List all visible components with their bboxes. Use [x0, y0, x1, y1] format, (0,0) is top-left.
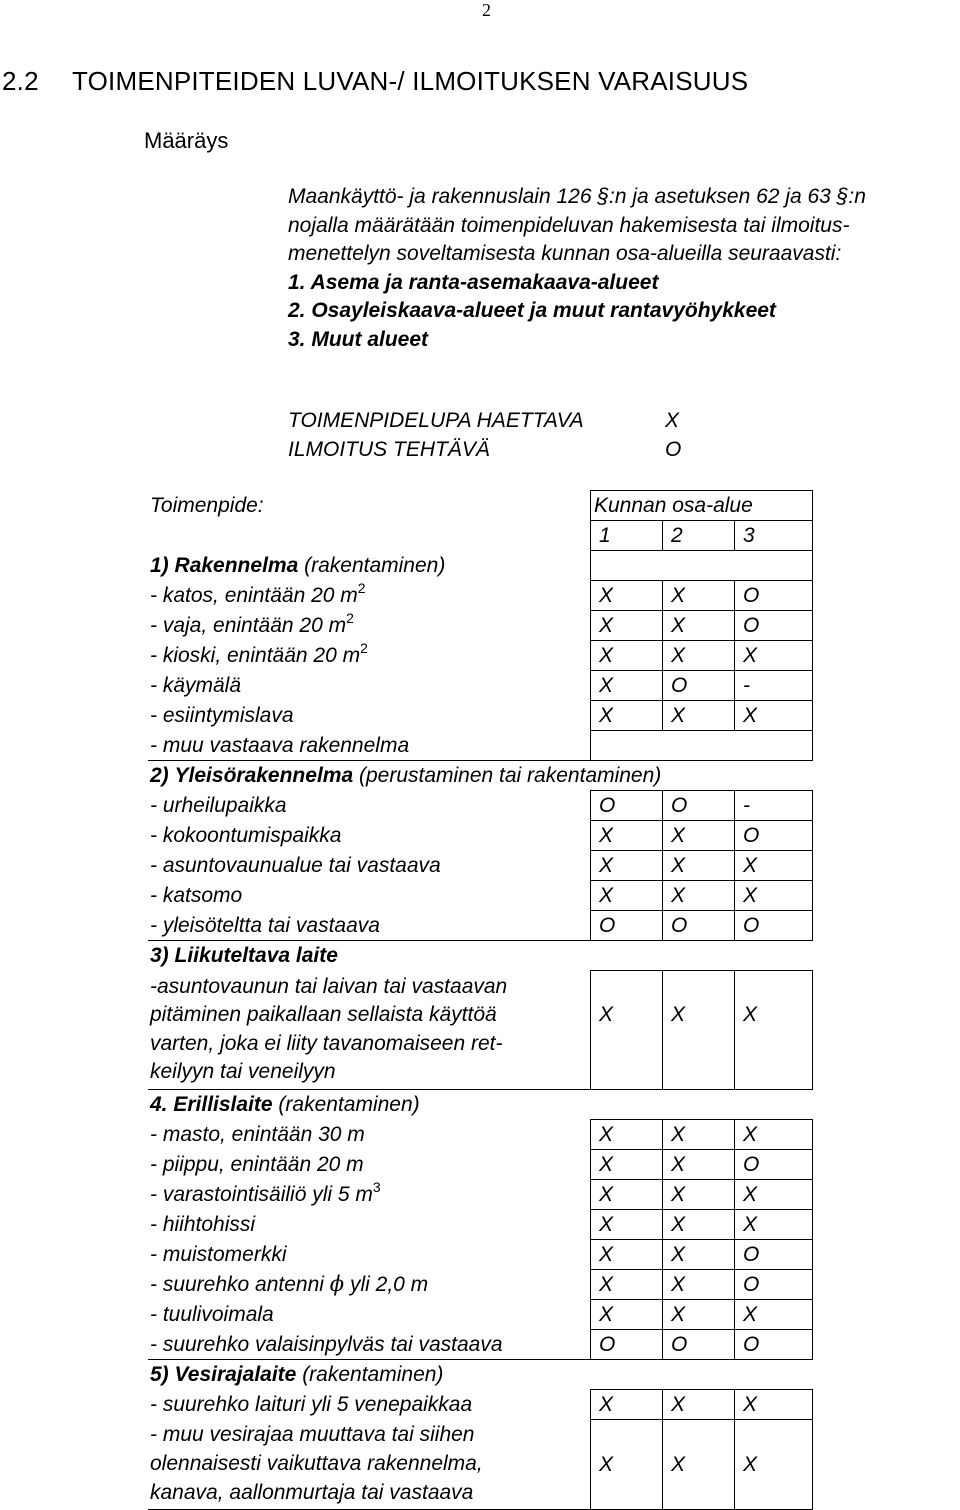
legend-row — [288, 406, 681, 435]
area-2-value: X — [663, 971, 735, 1090]
permit-table — [148, 490, 813, 1510]
area-3-value: O — [735, 821, 813, 851]
area-2-value: X — [663, 1419, 735, 1509]
row-label: - piippu, enintään 20 m — [150, 1152, 364, 1176]
category-name: Liikuteltava laite — [174, 944, 338, 967]
row-label: - tuulivoimala — [150, 1302, 274, 1326]
legend-label: ILMOITUS TEHTÄVÄ — [288, 438, 490, 461]
row-label: - katsomo — [150, 884, 243, 907]
category-num: 4. — [150, 1092, 168, 1116]
legend-row — [288, 435, 681, 464]
row-label: - suurehko laituri yli 5 venepaikkaa — [150, 1392, 473, 1416]
area-3-value: O — [735, 581, 813, 611]
table-row — [148, 881, 813, 911]
area-1-value: X — [591, 881, 663, 911]
area-3-value: X — [735, 641, 813, 671]
row-label: - muu vesirajaa muuttava tai siihen olennaisesti vaikuttava rakennelma, kanava, aallonmurtaja tai vastaava — [150, 1423, 483, 1504]
row-label: - muistomerkki — [150, 1242, 287, 1266]
row-label: - yleisöteltta tai vastaava — [150, 913, 380, 937]
area-item: 1. Asema ja ranta-asemakaava-alueet — [288, 270, 659, 294]
category-num: 2) — [150, 764, 169, 787]
legend — [288, 406, 681, 464]
table-row — [148, 1119, 813, 1149]
area-3-value: - — [735, 791, 813, 821]
area-1-value: X — [591, 1299, 663, 1329]
table-row — [148, 641, 813, 671]
table-row — [148, 791, 813, 821]
category-num: 5) — [150, 1362, 169, 1386]
area-3-value: X — [735, 701, 813, 731]
row-label: - masto, enintään 30 m — [150, 1122, 365, 1146]
area-3-value: X — [735, 1179, 813, 1209]
area-2-value: X — [663, 701, 735, 731]
area-2-value: X — [663, 1149, 735, 1179]
table-row — [148, 1329, 813, 1359]
area-number: 2 — [663, 521, 735, 551]
legend-symbol: O — [665, 438, 682, 461]
category-note: (perustaminen tai rakentaminen) — [358, 764, 662, 787]
row-label: - kioski, enintään 20 $m^2$ — [150, 640, 368, 667]
category-num: 1) — [150, 554, 169, 577]
row-label: - katos, enintään 20 $m^2$ — [150, 580, 366, 607]
area-3-value: - — [735, 671, 813, 701]
row-label: - suurehko valaisinpylväs tai vastaava — [150, 1332, 503, 1356]
area-3-value: X — [735, 971, 813, 1090]
table-row — [148, 911, 813, 941]
area-3-value: O — [735, 611, 813, 641]
legend-symbol: X — [665, 409, 680, 432]
area-2-value: X — [663, 611, 735, 641]
area-1-value: X — [591, 1389, 663, 1419]
section-title — [2, 66, 748, 97]
area-1-value: X — [591, 1269, 663, 1299]
area-1-value: O — [591, 791, 663, 821]
area-1-value: X — [591, 671, 663, 701]
category-heading — [148, 1359, 813, 1389]
area-3-value: X — [735, 851, 813, 881]
table-cell — [591, 731, 813, 761]
page-number: 2 — [482, 0, 491, 20]
category-heading — [148, 551, 591, 581]
table-row — [148, 581, 813, 611]
table-row — [148, 1299, 813, 1329]
table-row — [148, 1239, 813, 1269]
area-3-value: O — [735, 1239, 813, 1269]
table-row — [148, 1209, 813, 1239]
area-3-value: X — [735, 1119, 813, 1149]
section-number: 2.2 — [2, 66, 39, 96]
area-1-value: X — [591, 971, 663, 1090]
row-label: - muu vastaava rakennelma — [150, 733, 410, 757]
area-number: 3 — [735, 521, 813, 551]
area-2-value: O — [663, 671, 735, 701]
area-1-value: X — [591, 641, 663, 671]
legend-label: TOIMENPIDELUPA HAETTAVA — [288, 409, 584, 432]
area-2-value: O — [663, 911, 735, 941]
area-2-value: X — [663, 641, 735, 671]
area-3-value: O — [735, 1269, 813, 1299]
category-name: Yleisörakennelma — [174, 764, 354, 787]
category-heading — [148, 761, 813, 791]
area-2-value: O — [663, 791, 735, 821]
category-heading — [148, 1089, 813, 1119]
intro-line: Maankäyttö- ja rakennuslain 126 §:n ja asetuksen 62 ja 63 §:n — [288, 185, 866, 208]
area-2-value: X — [663, 821, 735, 851]
table-row — [148, 1149, 813, 1179]
area-2-value: X — [663, 1299, 735, 1329]
area-number: 1 — [591, 521, 663, 551]
table-row — [148, 611, 813, 641]
phi-symbol: ϕ — [329, 1271, 345, 1296]
area-2-value: X — [663, 1179, 735, 1209]
area-1-value: O — [591, 1329, 663, 1359]
table-cell — [148, 521, 591, 551]
category-name: Vesirajalaite — [174, 1362, 297, 1386]
area-1-value: X — [591, 821, 663, 851]
area-2-value: X — [663, 1239, 735, 1269]
row-label: - käymälä — [150, 674, 242, 697]
category-name: Erillislaite — [173, 1092, 273, 1116]
table-row — [148, 851, 813, 881]
row-label: - hiihtohissi — [150, 1212, 256, 1236]
area-2-value: X — [663, 1269, 735, 1299]
category-num: 3) — [150, 944, 169, 967]
table-cell — [591, 551, 813, 581]
area-1-value: X — [591, 1209, 663, 1239]
table-row — [148, 701, 813, 731]
table-row — [148, 1269, 813, 1299]
area-3-value: O — [735, 1149, 813, 1179]
table-row — [148, 821, 813, 851]
area-2-value: X — [663, 1209, 735, 1239]
row-label: - vaja, enintään 20 $m^2$ — [150, 610, 354, 637]
row-label: - urheilupaikka — [150, 794, 287, 817]
area-2-value: X — [663, 1119, 735, 1149]
area-header: Kunnan osa-alue — [591, 491, 813, 521]
table-row — [148, 671, 813, 701]
area-3-value: X — [735, 881, 813, 911]
intro-line: nojalla määrätään toimenpideluvan hakemisesta tai ilmoitus- — [288, 213, 850, 237]
section-title-text: TOIMENPITEIDEN LUVAN-/ ILMOITUKSEN VARAISUUS — [72, 66, 749, 96]
row-label: - kokoontumispaikka — [150, 824, 342, 847]
table-row — [148, 1389, 813, 1419]
area-1-value: X — [591, 1419, 663, 1509]
table-row — [148, 971, 813, 1090]
row-label: -asuntovaunun tai laivan tai vastaavan pitäminen paikallaan sellaista käyttöä varten, joka ei liity tavanomaiseen ret- keilyyn tai veneilyyn — [150, 974, 508, 1084]
area-item: 3. Muut alueet — [288, 327, 429, 351]
intro-text — [288, 183, 960, 354]
col-header: Toimenpide: — [150, 493, 264, 517]
area-3-value: X — [735, 1419, 813, 1509]
intro-line: menettelyn soveltamisesta kunnan osa-alueilla seuraavasti: — [288, 242, 842, 265]
area-1-value: X — [591, 1119, 663, 1149]
table-row — [148, 1419, 813, 1509]
row-label: - esiintymislava — [150, 704, 294, 727]
area-1-value: X — [591, 701, 663, 731]
area-1-value: X — [591, 1149, 663, 1179]
area-2-value: X — [663, 881, 735, 911]
area-1-value: X — [591, 611, 663, 641]
area-list — [288, 269, 960, 355]
area-1-value: O — [591, 911, 663, 941]
table-row — [148, 1179, 813, 1209]
area-2-value: X — [663, 1389, 735, 1419]
row-label: - varastointisäiliö yli 5 $m^3$ — [150, 1178, 381, 1206]
area-1-value: X — [591, 1179, 663, 1209]
area-3-value: X — [735, 1299, 813, 1329]
area-1-value: X — [591, 581, 663, 611]
category-heading — [148, 941, 813, 971]
area-3-value: O — [735, 911, 813, 941]
area-1-value: X — [591, 1239, 663, 1269]
category-note: (rakentaminen) — [278, 1092, 420, 1116]
row-label: - asuntovaunualue tai vastaava — [150, 854, 441, 877]
area-2-value: X — [663, 581, 735, 611]
category-note: (rakentaminen) — [304, 554, 446, 577]
area-item: 2. Osayleiskaava-alueet ja muut rantavyöhykkeet — [288, 299, 776, 322]
area-3-value: X — [735, 1209, 813, 1239]
area-2-value: O — [663, 1329, 735, 1359]
area-3-value: X — [735, 1389, 813, 1419]
category-name: Rakennelma — [174, 554, 299, 577]
area-1-value: X — [591, 851, 663, 881]
area-3-value: O — [735, 1329, 813, 1359]
table-row — [148, 731, 813, 761]
category-note: (rakentaminen) — [302, 1362, 444, 1386]
subheading: Määräys — [144, 128, 229, 153]
area-2-value: X — [663, 851, 735, 881]
row-label: - suurehko antenni ϕ yli 2,0 m — [150, 1271, 429, 1296]
